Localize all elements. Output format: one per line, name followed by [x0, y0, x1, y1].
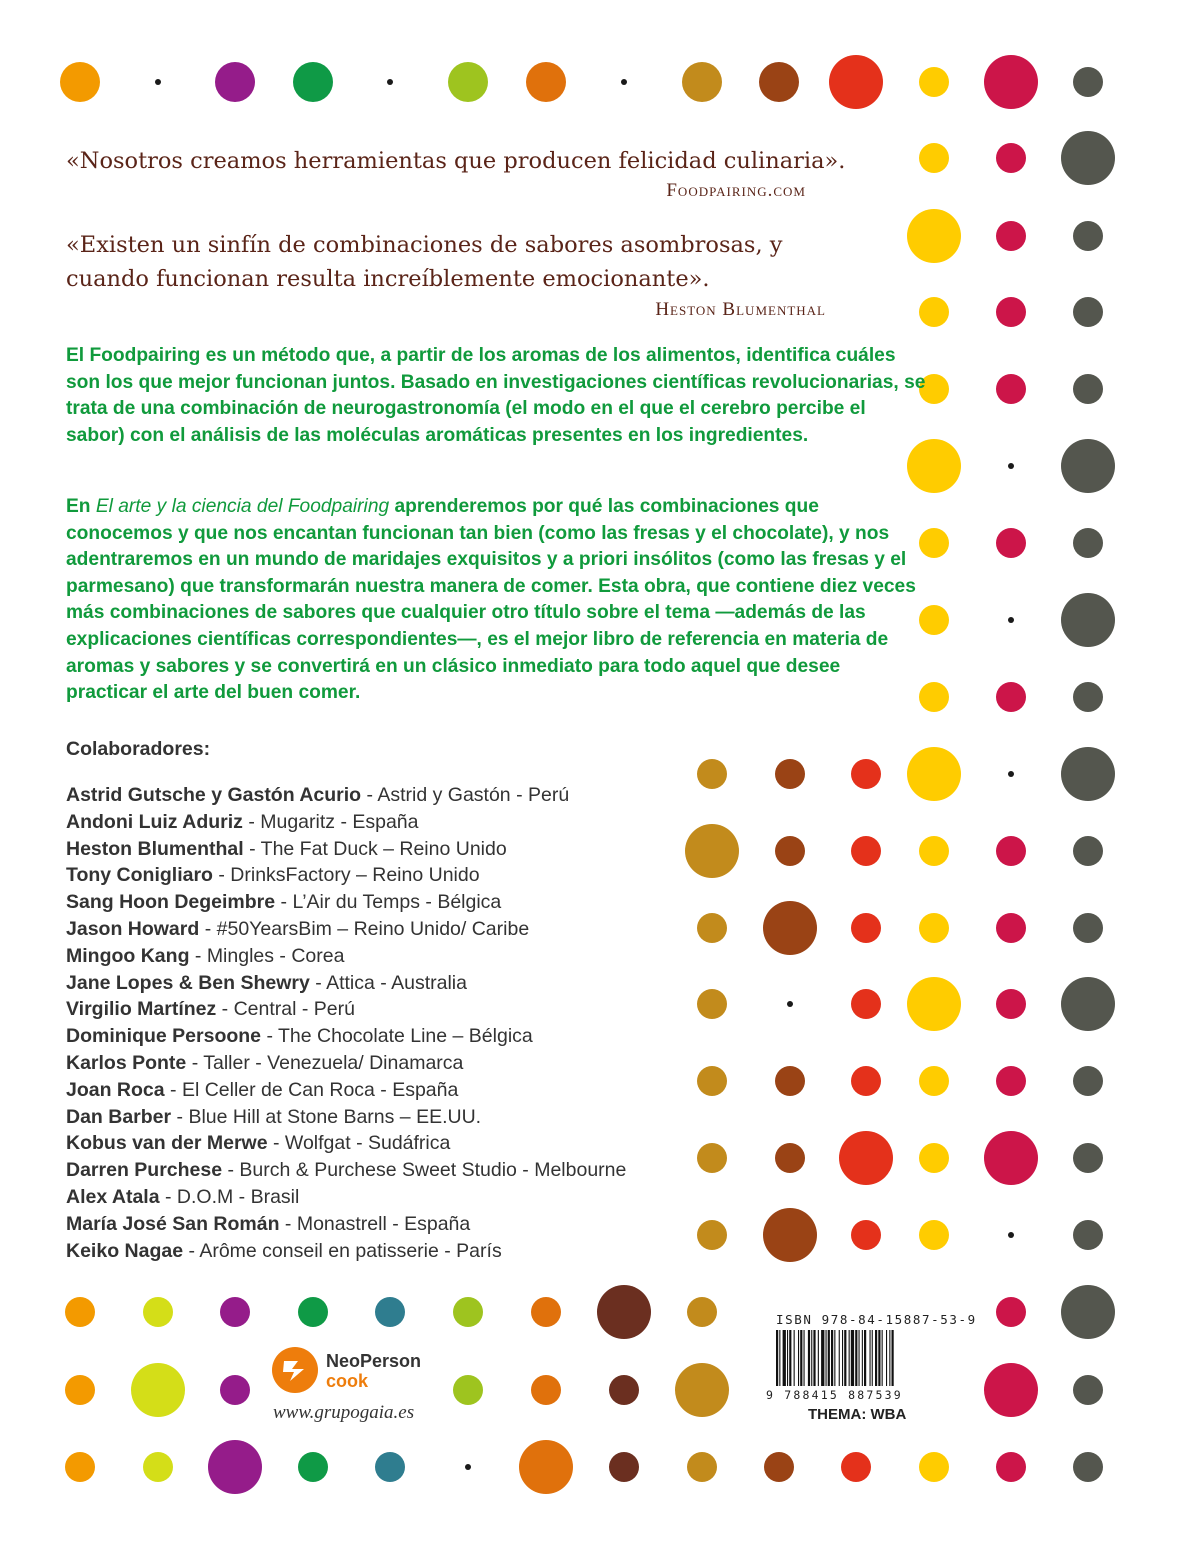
collaborator-detail: - DrinksFactory – Reino Unido: [212, 864, 480, 887]
collaborator-item: [66, 1130, 626, 1157]
dot-ochre: [697, 913, 727, 943]
dot-lime: [453, 1297, 483, 1327]
collaborator-detail: - Wolfgat - Sudáfrica: [267, 1132, 451, 1155]
dot-crimson: [996, 989, 1026, 1019]
dot-darkorange: [531, 1375, 561, 1405]
dot-lime: [453, 1375, 483, 1405]
collaborator-name: Karlos Ponte: [66, 1051, 187, 1074]
collaborator-detail: - El Celler de Can Roca - España: [164, 1078, 459, 1101]
collaborator-item: [66, 996, 626, 1023]
dot-yellow: [919, 67, 949, 97]
barcode-bar: [851, 1330, 854, 1386]
dot-brown: [775, 1066, 805, 1096]
thema-code: THEMA: WBA: [808, 1406, 907, 1423]
collaborator-item: [66, 943, 626, 970]
dot-gray: [1073, 528, 1103, 558]
barcode-bar: [875, 1330, 877, 1386]
barcode-bar: [849, 1330, 850, 1386]
barcode-bar: [834, 1330, 835, 1386]
dot-crimson: [996, 836, 1026, 866]
dot-yellow: [907, 747, 961, 801]
dot-yellow: [907, 209, 961, 263]
dot-red: [841, 1452, 871, 1482]
dot-black: [1008, 771, 1014, 777]
dot-yellow: [919, 1066, 949, 1096]
dot-yellowgreen: [143, 1297, 173, 1327]
barcode-bar: [787, 1330, 788, 1386]
barcode-bar: [889, 1330, 890, 1386]
collaborator-name: María José San Román: [66, 1212, 280, 1235]
dot-purple: [220, 1375, 250, 1405]
dot-ochre: [697, 759, 727, 789]
dot-orange: [60, 62, 100, 102]
barcode-bar: [859, 1330, 860, 1386]
dot-red: [851, 1220, 881, 1250]
publisher-website: www.grupogaia.es: [273, 1402, 415, 1423]
barcode-bar: [783, 1330, 786, 1386]
dot-black: [155, 79, 161, 85]
barcode-bar: [892, 1330, 894, 1386]
dot-black: [787, 1001, 793, 1007]
barcode-bar: [886, 1330, 887, 1386]
collaborator-item: [66, 809, 626, 836]
dot-crimson: [984, 55, 1038, 109]
dot-black: [621, 79, 627, 85]
barcode-bar: [800, 1330, 802, 1386]
collaborator-name: Kobus van der Merwe: [66, 1132, 268, 1155]
dot-yellow: [919, 143, 949, 173]
dot-ochre: [697, 1066, 727, 1096]
collaborator-detail: - Mingles - Corea: [189, 944, 345, 967]
collaborator-name: Heston Blumenthal: [66, 837, 244, 860]
collaborator-name: Jason Howard: [66, 917, 200, 940]
barcode-bar: [862, 1330, 863, 1386]
dot-darkbrown: [597, 1285, 651, 1339]
collaborator-detail: - Monastrell - España: [279, 1212, 471, 1235]
dot-lime: [448, 62, 488, 102]
barcode-bar: [842, 1330, 843, 1386]
dot-ochre: [697, 989, 727, 1019]
dot-gray: [1073, 1066, 1103, 1096]
dot-brown: [759, 62, 799, 102]
collaborator-detail: - Central - Perú: [216, 998, 355, 1021]
collaborator-name: Andoni Luiz Aduriz: [66, 810, 243, 833]
barcode-bar: [794, 1330, 795, 1386]
book-title: El arte y la ciencia del Foodpairing: [95, 496, 390, 517]
dot-darkbrown: [609, 1452, 639, 1482]
dot-ochre: [697, 1220, 727, 1250]
collaborator-name: Astrid Gutsche y Gastón Acurio: [66, 784, 362, 806]
dot-gray: [1061, 1285, 1115, 1339]
dot-black: [387, 79, 393, 85]
dot-ochre: [675, 1363, 729, 1417]
collaborator-item: [66, 970, 626, 997]
barcode-bar: [776, 1330, 778, 1386]
barcode-bar: [811, 1330, 812, 1386]
barcode-bar: [828, 1330, 830, 1386]
collaborator-detail: - L’Air du Temps - Bélgica: [275, 891, 502, 914]
collaborator-name: Dominique Persoone: [66, 1025, 262, 1048]
dot-yellowgreen: [131, 1363, 185, 1417]
publisher-imprint: cook: [326, 1371, 369, 1391]
barcode-bar: [831, 1330, 833, 1386]
dot-darkorange: [526, 62, 566, 102]
dot-gray: [1073, 221, 1103, 251]
collaborator-name: Mingoo Kang: [66, 944, 190, 967]
dot-brown: [763, 901, 817, 955]
dot-brown: [775, 759, 805, 789]
quote-foodpairing: «Nosotros creamos herramientas que producen felicidad culinaria».: [66, 148, 846, 174]
dot-orange: [65, 1297, 95, 1327]
dot-red: [851, 759, 881, 789]
dot-darkorange: [519, 1440, 573, 1494]
dot-crimson: [996, 297, 1026, 327]
publisher-logo: [272, 1347, 452, 1397]
dot-crimson: [984, 1131, 1038, 1185]
dot-crimson: [996, 1066, 1026, 1096]
barcode-bar: [808, 1330, 810, 1386]
dot-orange: [65, 1375, 95, 1405]
collaborator-item: [66, 836, 626, 863]
dot-crimson: [984, 1363, 1038, 1417]
dot-ochre: [687, 1452, 717, 1482]
collaborator-item: [66, 1238, 626, 1265]
collaborator-name: Tony Conigliaro: [66, 864, 213, 887]
dot-ochre: [685, 824, 739, 878]
dot-purple: [215, 62, 255, 102]
collaborator-detail: - Arôme conseil en patisserie - París: [183, 1239, 502, 1262]
dot-crimson: [996, 143, 1026, 173]
barcode-bar: [804, 1330, 805, 1386]
collaborator-detail: - The Fat Duck – Reino Unido: [243, 837, 507, 860]
collaborators-title: Colaboradores:: [66, 738, 211, 760]
dot-brown: [775, 836, 805, 866]
barcode: [776, 1330, 950, 1386]
dot-gray: [1073, 67, 1103, 97]
barcode-digits: 9 788415 887539: [766, 1388, 903, 1402]
description-body: aprenderemos por qué las combinaciones que conocemos y que nos encantan funcionan tan bien (como las fresas y el chocolate), y nos adentraremos en un mundo de maridajes exquisitos y a priori insólitos (como las fresas y el parmesano) que transformarán nuestra manera de comer. Esta obra, que contiene diez veces más combinaciones de sabores que cualquier otro título sobre el tema —además de las explicaciones científicas correspondientes—, es el mejor libro de referencia en materia de aromas y sabores y se convertirá en un clásico inmediato para todo aquel que desee practicar el arte del buen comer.: [66, 496, 916, 704]
dot-gray: [1073, 297, 1103, 327]
collaborator-item: [66, 1023, 626, 1050]
dot-gray: [1073, 1220, 1103, 1250]
collaborator-detail: - Mugaritz - España: [242, 810, 419, 833]
dot-crimson: [996, 1452, 1026, 1482]
dot-brown: [763, 1208, 817, 1262]
collaborator-item: [66, 1157, 626, 1184]
dot-yellow: [919, 297, 949, 327]
barcode-bar: [882, 1330, 883, 1386]
dot-purple: [220, 1297, 250, 1327]
collaborator-item: [66, 916, 626, 943]
dot-darkbrown: [609, 1375, 639, 1405]
dot-gray: [1073, 374, 1103, 404]
dot-green: [293, 62, 333, 102]
barcode-bar: [818, 1330, 819, 1386]
dot-yellow: [919, 1220, 949, 1250]
collaborators-list: [66, 782, 626, 1264]
dot-gray: [1061, 593, 1115, 647]
publisher-name: NeoPerson: [326, 1351, 422, 1371]
collaborator-detail: - D.O.M - Brasil: [159, 1185, 300, 1208]
dot-crimson: [996, 221, 1026, 251]
barcode-bar: [779, 1330, 780, 1386]
collaborator-detail: - Astrid y Gastón - Perú: [361, 784, 570, 806]
dot-gray: [1073, 913, 1103, 943]
collaborator-detail: - The Chocolate Line – Bélgica: [261, 1025, 533, 1048]
dot-black: [1008, 463, 1014, 469]
dot-red: [851, 913, 881, 943]
dot-gray: [1061, 977, 1115, 1031]
quote-author-blumenthal: Heston Blumenthal: [655, 299, 826, 320]
dot-gray: [1061, 439, 1115, 493]
collaborator-name: Keiko Nagae: [66, 1239, 184, 1262]
dot-green: [298, 1297, 328, 1327]
barcode-bar: [821, 1330, 824, 1386]
dot-yellow: [919, 1143, 949, 1173]
dot-gray: [1061, 747, 1115, 801]
collaborator-item: [66, 1104, 626, 1131]
dot-crimson: [996, 1297, 1026, 1327]
barcode-bar: [826, 1330, 827, 1386]
collaborator-name: Joan Roca: [66, 1078, 165, 1101]
dot-green: [298, 1452, 328, 1482]
barcode-bar: [798, 1330, 799, 1386]
collaborator-name: Darren Purchese: [66, 1159, 223, 1182]
collaborator-name: Dan Barber: [66, 1105, 172, 1128]
barcode-bar: [855, 1330, 857, 1386]
dot-brown: [775, 1143, 805, 1173]
barcode-bar: [844, 1330, 846, 1386]
barcode-bar: [870, 1330, 871, 1386]
dot-gray: [1073, 1143, 1103, 1173]
barcode-bar: [839, 1330, 840, 1386]
collaborator-name: Sang Hoon Degeimbre: [66, 891, 276, 914]
description-paragraph-1: El Foodpairing es un método que, a partir de los aromas de los alimentos, identifica cuáles son los que mejor funcionan juntos. Basado en investigaciones científicas revolucionarias, se trata de una combinación de neurogastronomía (el modo en el que el cerebro percibe el sabor) con el análisis de las moléculas aromáticas presentes en los ingredientes.: [66, 345, 926, 446]
dot-gray: [1073, 1452, 1103, 1482]
dot-brown: [764, 1452, 794, 1482]
dot-gray: [1073, 682, 1103, 712]
quote-blumenthal: «Existen un sinfín de combinaciones de sabores asombrosas, y cuando funcionan resulta increíblemente emocionante».: [66, 232, 783, 292]
dot-purple: [208, 1440, 262, 1494]
dot-crimson: [996, 913, 1026, 943]
dot-gray: [1061, 131, 1115, 185]
collaborator-item: [66, 1184, 626, 1211]
quote-author-foodpairing: Foodpairing.com: [666, 180, 806, 201]
dot-crimson: [996, 682, 1026, 712]
collaborator-item: [66, 1211, 626, 1238]
dot-crimson: [996, 374, 1026, 404]
isbn-label: ISBN 978-84-15887-53-9: [776, 1312, 977, 1327]
collaborator-item: [66, 1050, 626, 1077]
collaborator-item: [66, 1077, 626, 1104]
dot-black: [465, 1464, 471, 1470]
dot-yellow: [919, 913, 949, 943]
description-lead: En: [66, 496, 96, 517]
barcode-bar: [789, 1330, 791, 1386]
dot-yellow: [907, 977, 961, 1031]
dot-ochre: [687, 1297, 717, 1327]
barcode-bar: [813, 1330, 815, 1386]
collaborator-item: [66, 782, 626, 809]
dot-ochre: [697, 1143, 727, 1173]
dot-yellowgreen: [143, 1452, 173, 1482]
dot-red: [851, 1066, 881, 1096]
dot-yellow: [919, 836, 949, 866]
description-paragraph-2: [66, 494, 926, 707]
collaborator-name: Virgilio Martínez: [66, 998, 217, 1021]
dot-black: [1008, 617, 1014, 623]
dot-red: [851, 836, 881, 866]
dot-orange: [65, 1452, 95, 1482]
barcode-bar: [864, 1330, 866, 1386]
collaborator-name: Alex Atala: [66, 1185, 160, 1208]
dot-red: [851, 989, 881, 1019]
collaborator-detail: - Blue Hill at Stone Barns – EE.UU.: [171, 1105, 482, 1128]
dot-yellow: [919, 1452, 949, 1482]
dot-teal: [375, 1297, 405, 1327]
collaborator-name: Jane Lopes & Ben Shewry: [66, 971, 310, 994]
dot-gray: [1073, 836, 1103, 866]
dot-gray: [1073, 1375, 1103, 1405]
dot-darkorange: [531, 1297, 561, 1327]
dot-red: [829, 55, 883, 109]
barcode-bar: [878, 1330, 880, 1386]
dot-ochre: [682, 62, 722, 102]
collaborator-detail: - Taller - Venezuela/ Dinamarca: [186, 1051, 464, 1074]
dot-crimson: [996, 528, 1026, 558]
collaborator-item: [66, 862, 626, 889]
collaborator-detail: - #50YearsBim – Reino Unido/ Caribe: [199, 917, 530, 940]
collaborator-item: [66, 889, 626, 916]
barcode-bar: [872, 1330, 873, 1386]
dot-black: [1008, 1232, 1014, 1238]
collaborator-detail: - Burch & Purchese Sweet Studio - Melbourne: [222, 1159, 627, 1182]
collaborator-detail: - Attica - Australia: [309, 971, 467, 994]
dot-teal: [375, 1452, 405, 1482]
dot-red: [839, 1131, 893, 1185]
publisher-logo-icon: [272, 1347, 318, 1393]
